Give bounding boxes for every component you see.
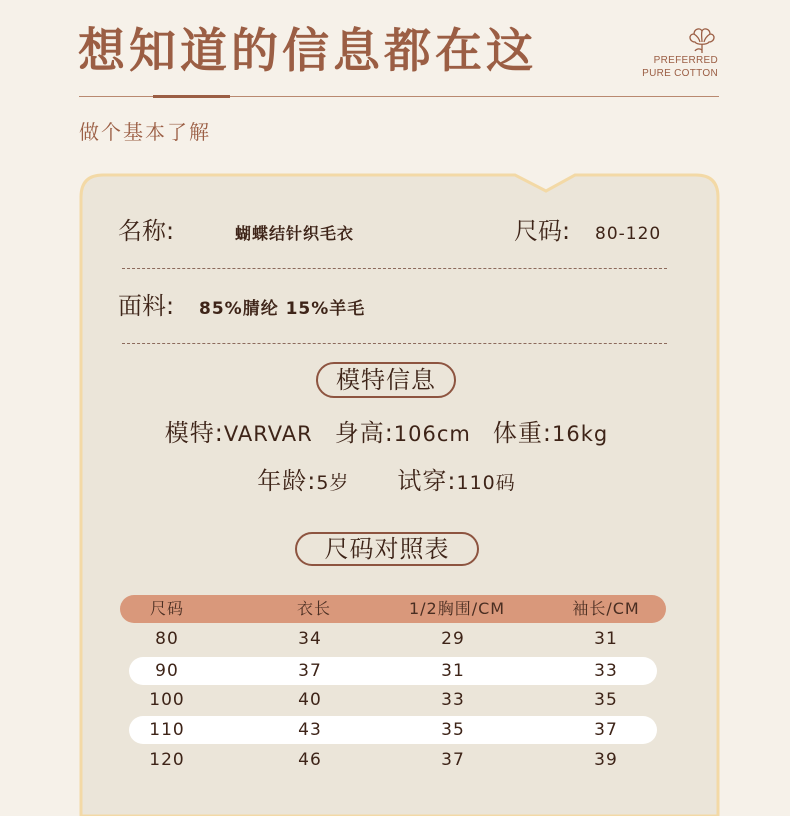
cell-size: 100 [149, 690, 185, 710]
cell-chest: 33 [441, 690, 465, 710]
model-value: VARVAR [223, 422, 313, 446]
cell-size: 120 [149, 750, 185, 770]
dashed-divider [122, 268, 667, 269]
cell-sleeve: 33 [594, 661, 618, 681]
cell-size: 90 [155, 661, 179, 681]
fabric-value: 85%腈纶 15%羊毛 [199, 299, 366, 319]
name-label: 名称: [118, 217, 175, 245]
cell-size: 80 [155, 629, 179, 649]
column-header-size: 尺码 [149, 599, 184, 618]
page-title: 想知道的信息都在这 [78, 24, 537, 79]
height-value: 106cm [393, 422, 471, 446]
model-label: 模特: [164, 419, 224, 447]
cotton-flower-icon [685, 26, 719, 54]
column-header-length: 衣长 [296, 599, 331, 618]
cell-length: 37 [298, 661, 322, 681]
size-range-value: 80-120 [595, 224, 662, 244]
size-label: 尺码: [514, 217, 571, 245]
weight-value: 16kg [551, 422, 609, 446]
badge-line-1: PREFERRED [653, 55, 718, 66]
cell-chest: 37 [441, 750, 465, 770]
cotton-badge [630, 54, 718, 80]
tryon-value: 110码 [456, 472, 516, 494]
dashed-divider [122, 343, 667, 344]
cell-length: 40 [298, 690, 322, 710]
column-header-chest: 1/2胸围/CM [408, 599, 506, 618]
fabric-label: 面料: [118, 292, 175, 320]
info-card [79, 173, 720, 816]
cell-size: 110 [149, 720, 185, 740]
cell-sleeve: 35 [594, 690, 618, 710]
model-age-line [79, 461, 694, 496]
cell-chest: 31 [441, 661, 465, 681]
weight-label: 体重: [492, 419, 552, 447]
page-subtitle: 做个基本了解 [79, 120, 211, 144]
cell-sleeve: 37 [594, 720, 618, 740]
cell-sleeve: 39 [594, 750, 618, 770]
header-divider-accent [153, 95, 230, 98]
age-value: 5岁 [316, 472, 350, 494]
tryon-label: 试穿: [397, 467, 457, 495]
cell-length: 46 [298, 750, 322, 770]
badge-line-2: PURE COTTON [642, 68, 718, 79]
cell-chest: 35 [441, 720, 465, 740]
column-header-sleeve: 袖长/CM [572, 599, 640, 618]
cell-chest: 29 [441, 629, 465, 649]
height-label: 身高: [334, 419, 394, 447]
cell-length: 34 [298, 629, 322, 649]
age-label: 年龄: [257, 467, 317, 495]
cell-sleeve: 31 [594, 629, 618, 649]
model-info-title: 模特信息 [316, 362, 456, 398]
size-chart-title: 尺码对照表 [295, 532, 479, 566]
cell-length: 43 [298, 720, 322, 740]
model-stats-line [79, 413, 694, 448]
name-value: 蝴蝶结针织毛衣 [235, 224, 355, 243]
